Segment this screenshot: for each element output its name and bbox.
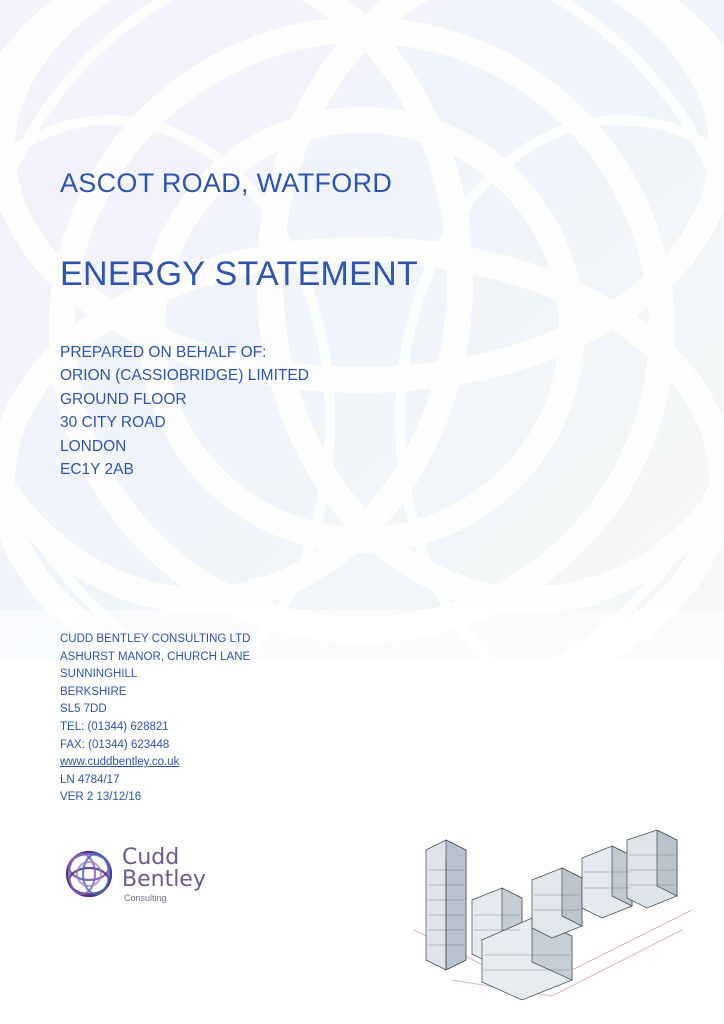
consultant-postcode: SL5 7DD (60, 703, 107, 716)
report-title: ENERGY STATEMENT (60, 255, 419, 293)
prepared-for-line: ORION (CASSIOBRIDGE) LIMITED (60, 367, 309, 385)
logo-text-consulting: Consulting (124, 893, 167, 903)
cudd-bentley-logo-icon (58, 843, 120, 905)
consultant-tel: TEL: (01344) 628821 (60, 720, 169, 733)
consultant-address-2: SUNNINGHILL (60, 668, 138, 681)
consultant-county: BERKSHIRE (60, 685, 127, 698)
website-link[interactable]: www.cuddbentley.co.uk (60, 756, 180, 769)
consultant-name: CUDD BENTLEY CONSULTING LTD (60, 633, 251, 645)
company-logo (58, 843, 218, 909)
prepared-for-line: 30 CITY ROAD (60, 414, 166, 432)
logo-text-bentley: Bentley (122, 867, 206, 892)
consultant-address-1: ASHURST MANOR, CHURCH LANE (60, 650, 251, 663)
prepared-for-line: EC1Y 2AB (60, 461, 134, 479)
prepared-for-line: PREPARED ON BEHALF OF: (60, 344, 267, 361)
prepared-for-line: GROUND FLOOR (60, 390, 187, 408)
building-illustration (412, 830, 700, 1000)
site-title: ASCOT ROAD, WATFORD (60, 168, 393, 198)
logo-text-cudd: Cudd (122, 845, 180, 870)
consultant-fax: FAX: (01344) 623448 (60, 738, 170, 751)
consultant-details (60, 631, 250, 807)
document-version: VER 2 13/12/16 (60, 791, 142, 804)
prepared-for-block (60, 341, 309, 481)
prepared-for-line: LONDON (60, 437, 127, 455)
document-reference: LN 4784/17 (60, 773, 120, 786)
